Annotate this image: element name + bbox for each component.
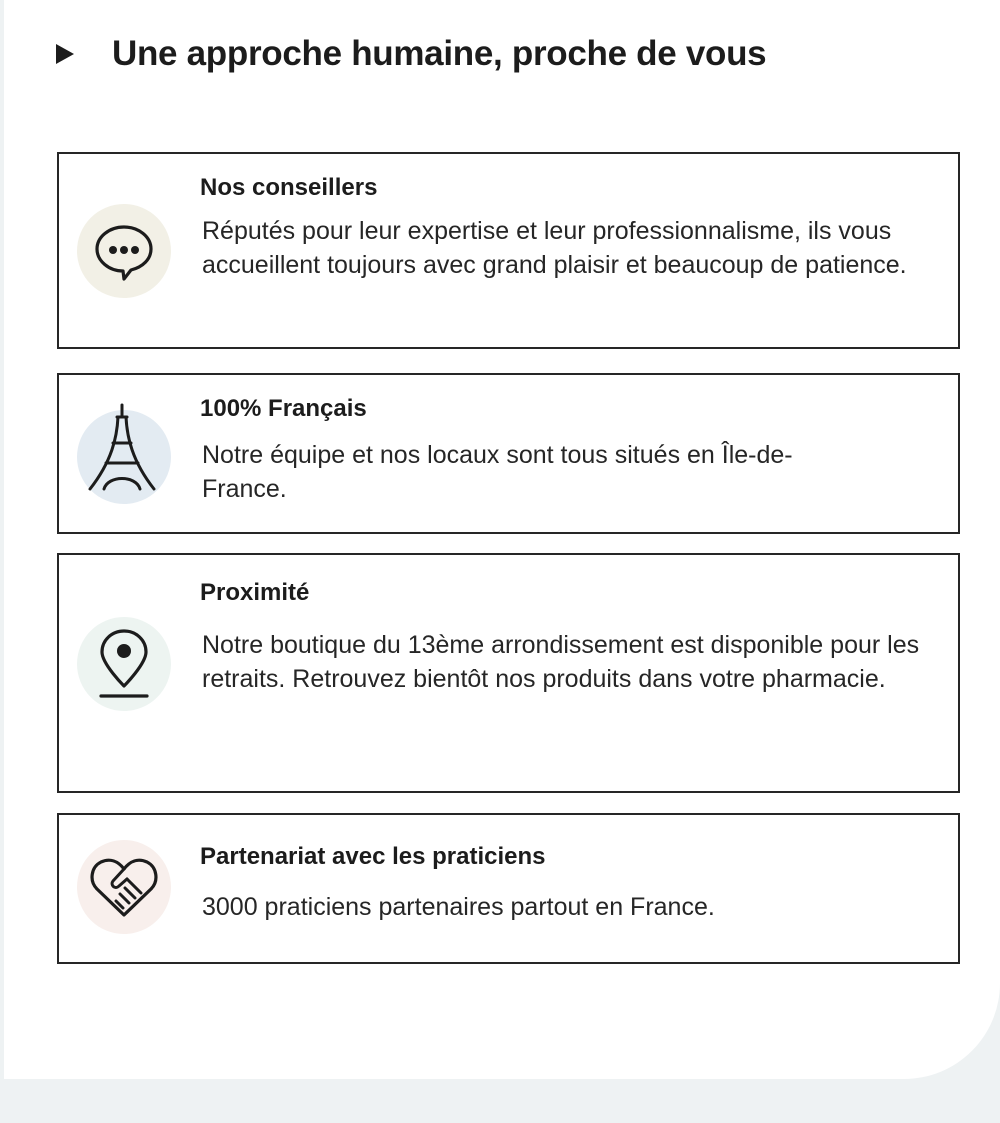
card-text: Notre boutique du 13ème arrondissement est disponible pour les retraits. Retrouvez bientôt nos produits dans votre pharmacie. (202, 631, 920, 693)
card-text: 3000 praticiens partenaires partout en France. (202, 893, 715, 921)
card-title: Partenariat avec les praticiens (200, 843, 546, 870)
section-title: Une approche humaine, proche de vous (112, 34, 767, 73)
section-header[interactable] (56, 30, 766, 78)
card-title: 100% Français (200, 395, 367, 422)
eiffel-tower-icon (77, 410, 171, 504)
heart-handshake-icon (77, 840, 171, 934)
content-panel (4, 0, 1000, 1079)
chat-bubble-icon (77, 204, 171, 298)
card-text: Notre équipe et nos locaux sont tous situés en Île-de-France. (202, 441, 793, 503)
location-pin-icon (77, 617, 171, 711)
card-100-francais (57, 373, 960, 534)
play-arrow-icon[interactable] (56, 44, 74, 64)
card-proximite (57, 553, 960, 793)
card-title: Nos conseillers (200, 174, 378, 201)
card-text: Réputés pour leur expertise et leur professionnalisme, ils vous accueillent toujours avec grand plaisir et beaucoup de patience. (202, 217, 907, 279)
card-partenariat (57, 813, 960, 964)
card-title: Proximité (200, 579, 310, 606)
card-nos-conseillers (57, 152, 960, 349)
